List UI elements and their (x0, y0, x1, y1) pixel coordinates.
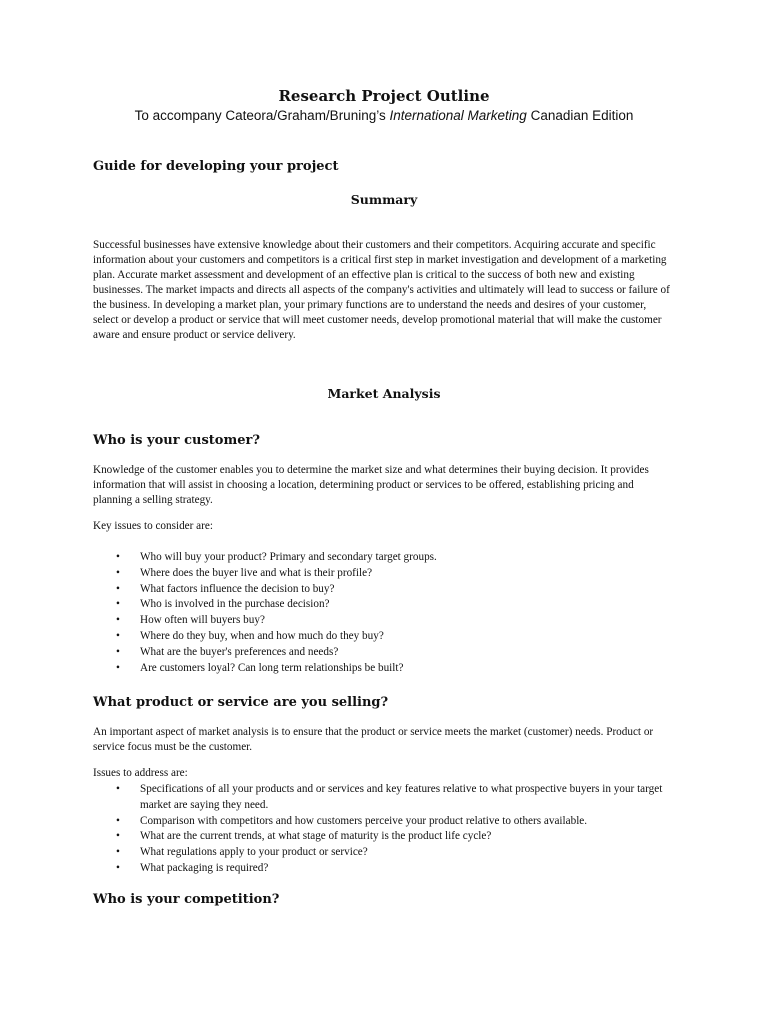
bullet-icon: • (116, 551, 120, 563)
bullet-icon: • (116, 783, 120, 795)
customer-paragraph: Knowledge of the customer enables you to determine the market size and what determines their buying decision. It provides information that will assist in choosing a location, determining product or services to be offered, establishing pricing and planning a selling strategy. (93, 464, 649, 506)
list-item: • Specifications of all your products and or services and key features relative to what prospective buyers in your target market are saying they need. (116, 783, 663, 811)
bullet-icon: • (116, 846, 120, 859)
bullet-icon: • (116, 830, 120, 843)
subtitle-text-after: Canadian Edition (526, 108, 634, 123)
bullet-icon: • (116, 614, 120, 627)
summary-heading: Summary (350, 192, 418, 207)
bullet-icon: • (116, 566, 120, 579)
bullet-icon: • (116, 629, 120, 642)
list-item: • What regulations apply to your product or service? (93, 845, 683, 861)
product-heading: What product or service are you selling? (93, 695, 389, 710)
bullet-icon: • (116, 598, 120, 611)
competition-heading: Who is your competition? (93, 892, 280, 907)
key-issues-label: Key issues to consider are: (93, 520, 213, 532)
list-item: • Where does the buyer live and what is their profile? (93, 566, 683, 582)
market-analysis-heading: Market Analysis (327, 386, 441, 401)
summary-paragraph: Successful businesses have extensive knowledge about their customers and their competitors. Acquiring accurate and specific information about your customers and competitors is a critical first step in market investigation and development of a marketing plan. Accurate market assessment and development of an effective plan is critical to the success of both new and existing businesses. The market impacts and directs all aspects of the company's activities and ultimately will lead to success or failure of the business. In developing a market plan, your primary functions are to understand the needs and desires of your customer, select or develop a product or service that will meet customer needs, develop promotional material that will make the customer aware and ensure product or service delivery. (93, 239, 670, 341)
document-title: Research Project Outline (278, 87, 490, 105)
list-item: • Are customers loyal? Can long term relationships be built? (93, 661, 683, 677)
issues-label: Issues to address are: (93, 767, 188, 779)
bullet-icon: • (116, 645, 120, 658)
list-item: • Who will buy your product? Primary and secondary target groups. (93, 550, 683, 566)
list-item: • What packaging is required? (93, 861, 683, 877)
guide-heading: Guide for developing your project (93, 159, 339, 174)
bullet-icon: • (116, 661, 120, 674)
bullet-icon: • (116, 582, 120, 595)
list-item: • What are the current trends, at what stage of maturity is the product life cycle? (93, 829, 683, 845)
list-item: • What are the buyer's preferences and needs? (93, 645, 683, 661)
list-item: • Who is involved in the purchase decision? (93, 597, 683, 613)
product-issues-list (93, 782, 683, 877)
subtitle-text-before: To accompany Cateora/Graham/Bruning’s (134, 108, 390, 123)
bullet-icon: • (116, 814, 120, 827)
document-subtitle (0, 108, 768, 123)
customer-heading: Who is your customer? (93, 433, 260, 448)
bullet-icon: • (116, 861, 120, 874)
list-item: • Comparison with competitors and how customers perceive your product relative to others available. (93, 814, 683, 830)
subtitle-book-title: International Marketing (389, 108, 527, 123)
list-item: • Where do they buy, when and how much do they buy? (93, 629, 683, 645)
product-paragraph: An important aspect of market analysis is to ensure that the product or service meets the market (customer) needs. Product or service focus must be the customer. (93, 726, 654, 753)
customer-issues-list (93, 550, 683, 676)
list-item: • How often will buyers buy? (93, 613, 683, 629)
list-item: • What factors influence the decision to buy? (93, 582, 683, 598)
